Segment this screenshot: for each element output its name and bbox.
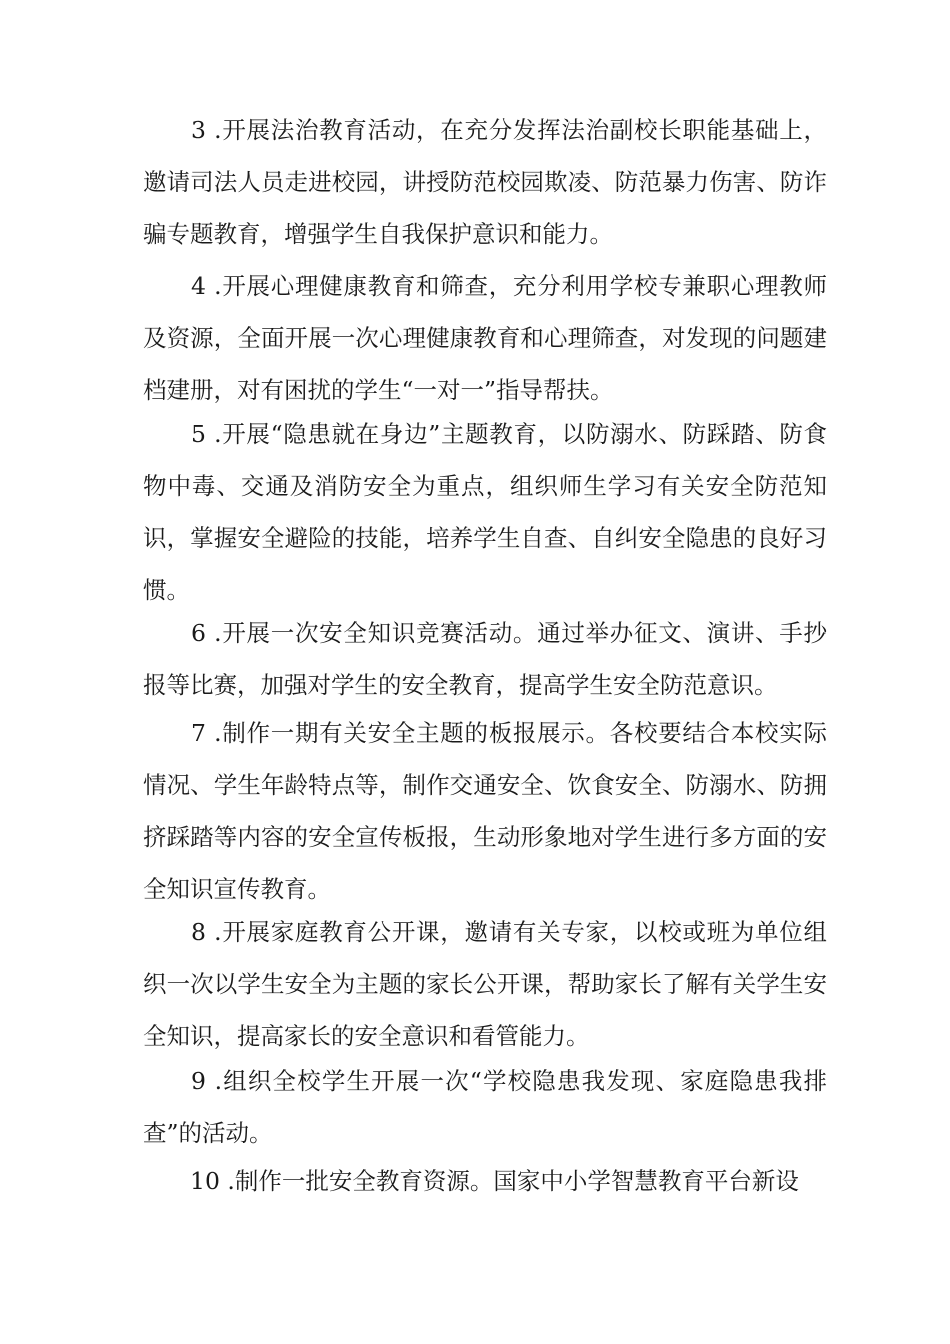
- item-text: .组织全校学生开展一次“学校隐患我发现、家庭隐患我排查”的活动。: [143, 1067, 827, 1147]
- item-text: .开展法治教育活动，在充分发挥法治副校长职能基础上，邀请司法人员走进校园，讲授防范校园欺凌、防范暴力伤害、防诈骗专题教育，增强学生自我保护意识和能力。: [143, 116, 827, 248]
- item-number: 9: [191, 1067, 206, 1095]
- list-item-10: [143, 1155, 827, 1207]
- item-number: 10: [190, 1167, 220, 1195]
- item-text: .开展一次安全知识竞赛活动。通过举办征文、演讲、手抄报等比赛，加强对学生的安全教育，提高学生安全防范意识。: [143, 619, 827, 699]
- list-item-8: [143, 906, 827, 1062]
- list-item-7: [143, 707, 827, 915]
- item-number: 6: [191, 619, 206, 647]
- item-number: 4: [191, 272, 206, 300]
- list-item-6: [143, 607, 827, 711]
- list-item-9: [143, 1055, 827, 1159]
- item-text: .开展家庭教育公开课，邀请有关专家，以校或班为单位组织一次以学生安全为主题的家长公开课，帮助家长了解有关学生安全知识，提高家长的安全意识和看管能力。: [143, 918, 827, 1050]
- list-item-3: [143, 104, 827, 260]
- list-item-4: [143, 260, 827, 416]
- item-text: .制作一批安全教育资源。国家中小学智慧教育平台新设: [219, 1167, 799, 1195]
- list-item-5: [143, 408, 827, 616]
- item-number: 3: [191, 116, 206, 144]
- item-number: 5: [191, 420, 206, 448]
- item-text: .开展“隐患就在身边”主题教育，以防溺水、防踩踏、防食物中毒、交通及消防安全为重点，组织师生学习有关安全防范知识，掌握安全避险的技能，培养学生自查、自纠安全隐患的良好习惯。: [143, 420, 827, 604]
- item-number: 7: [191, 719, 206, 747]
- item-text: .制作一期有关安全主题的板报展示。各校要结合本校实际情况、学生年龄特点等，制作交通安全、饮食安全、防溺水、防拥挤踩踏等内容的安全宣传板报，生动形象地对学生进行多方面的安全知识宣传教育。: [143, 719, 827, 903]
- item-text: .开展心理健康教育和筛查，充分利用学校专兼职心理教师及资源，全面开展一次心理健康教育和心理筛查，对发现的问题建档建册，对有困扰的学生“一对一”指导帮扶。: [143, 272, 827, 404]
- item-number: 8: [191, 918, 206, 946]
